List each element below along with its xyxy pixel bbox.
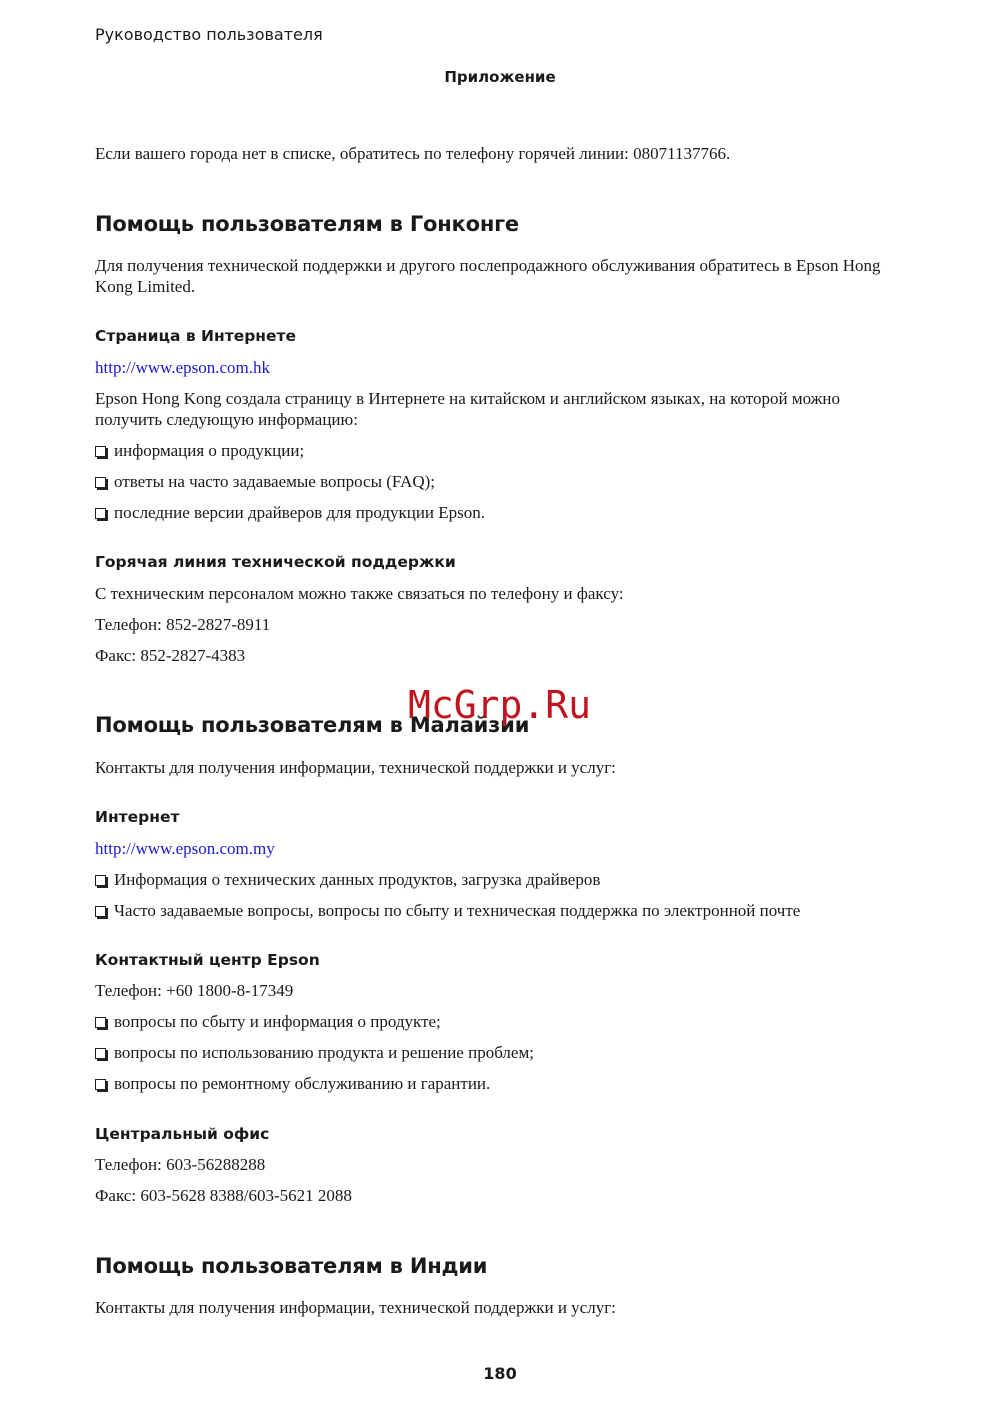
- hongkong-description: Для получения технической поддержки и другого послепродажного обслуживания обратитесь в Epson Hong Kong Limited.: [95, 256, 881, 296]
- hongkong-phone: Телефон: 852-2827-8911: [95, 615, 271, 634]
- malaysia-internet-heading: Интернет: [95, 808, 180, 826]
- checkbox-bullet-icon: [95, 1079, 106, 1090]
- hongkong-web-link[interactable]: http://www.epson.com.hk: [95, 358, 271, 377]
- list-item: вопросы по сбыту и информация о продукте;: [95, 1011, 441, 1032]
- malaysia-contact-phone: Телефон: +60 1800-8-17349: [95, 981, 294, 1000]
- list-item: ответы на часто задаваемые вопросы (FAQ);: [95, 471, 435, 492]
- hongkong-hotline-text: С техническим персоналом можно также связаться по телефону и факсу:: [95, 584, 624, 603]
- checkbox-bullet-icon: [95, 508, 106, 519]
- malaysia-contact-heading: Контактный центр Epson: [95, 951, 320, 969]
- checkbox-bullet-icon: [95, 875, 106, 886]
- list-item: последние версии драйверов для продукции Epson.: [95, 502, 485, 523]
- checkbox-bullet-icon: [95, 1048, 106, 1059]
- checkbox-bullet-icon: [95, 446, 106, 457]
- malaysia-web-link[interactable]: http://www.epson.com.my: [95, 839, 275, 858]
- intro-text: Если вашего города нет в списке, обратитесь по телефону горячей линии: 08071137766.: [95, 144, 731, 163]
- list-item: вопросы по использованию продукта и решение проблем;: [95, 1042, 534, 1063]
- checkbox-bullet-icon: [95, 1017, 106, 1028]
- hongkong-hotline-heading: Горячая линия технической поддержки: [95, 553, 456, 571]
- malaysia-office-fax: Факс: 603-5628 8388/603-5621 2088: [95, 1186, 352, 1205]
- hongkong-heading: Помощь пользователям в Гонконге: [95, 212, 519, 236]
- malaysia-description: Контакты для получения информации, технической поддержки и услуг:: [95, 758, 616, 777]
- malaysia-office-phone: Телефон: 603-56288288: [95, 1155, 266, 1174]
- india-description: Контакты для получения информации, технической поддержки и услуг:: [95, 1298, 616, 1317]
- page-number: 180: [483, 1364, 517, 1383]
- running-title: Руководство пользователя: [95, 25, 323, 44]
- list-item: информация о продукции;: [95, 440, 304, 461]
- india-heading: Помощь пользователям в Индии: [95, 1254, 488, 1278]
- chapter-title: Приложение: [444, 68, 556, 86]
- hongkong-fax: Факс: 852-2827-4383: [95, 646, 246, 665]
- list-item: Информация о технических данных продуктов, загрузка драйверов: [95, 869, 600, 890]
- hongkong-web-heading: Страница в Интернете: [95, 327, 297, 345]
- hongkong-web-text: Epson Hong Kong создала страницу в Интернете на китайском и английском языках, на которой можно получить следующую информацию:: [95, 389, 841, 429]
- checkbox-bullet-icon: [95, 906, 106, 917]
- list-item: Часто задаваемые вопросы, вопросы по сбыту и техническая поддержка по электронной почте: [95, 900, 800, 921]
- checkbox-bullet-icon: [95, 477, 106, 488]
- malaysia-office-heading: Центральный офис: [95, 1125, 270, 1143]
- malaysia-heading: Помощь пользователям в Малайзии: [95, 713, 530, 737]
- list-item: вопросы по ремонтному обслуживанию и гарантии.: [95, 1073, 490, 1094]
- watermark: McGrp.Ru: [408, 683, 592, 727]
